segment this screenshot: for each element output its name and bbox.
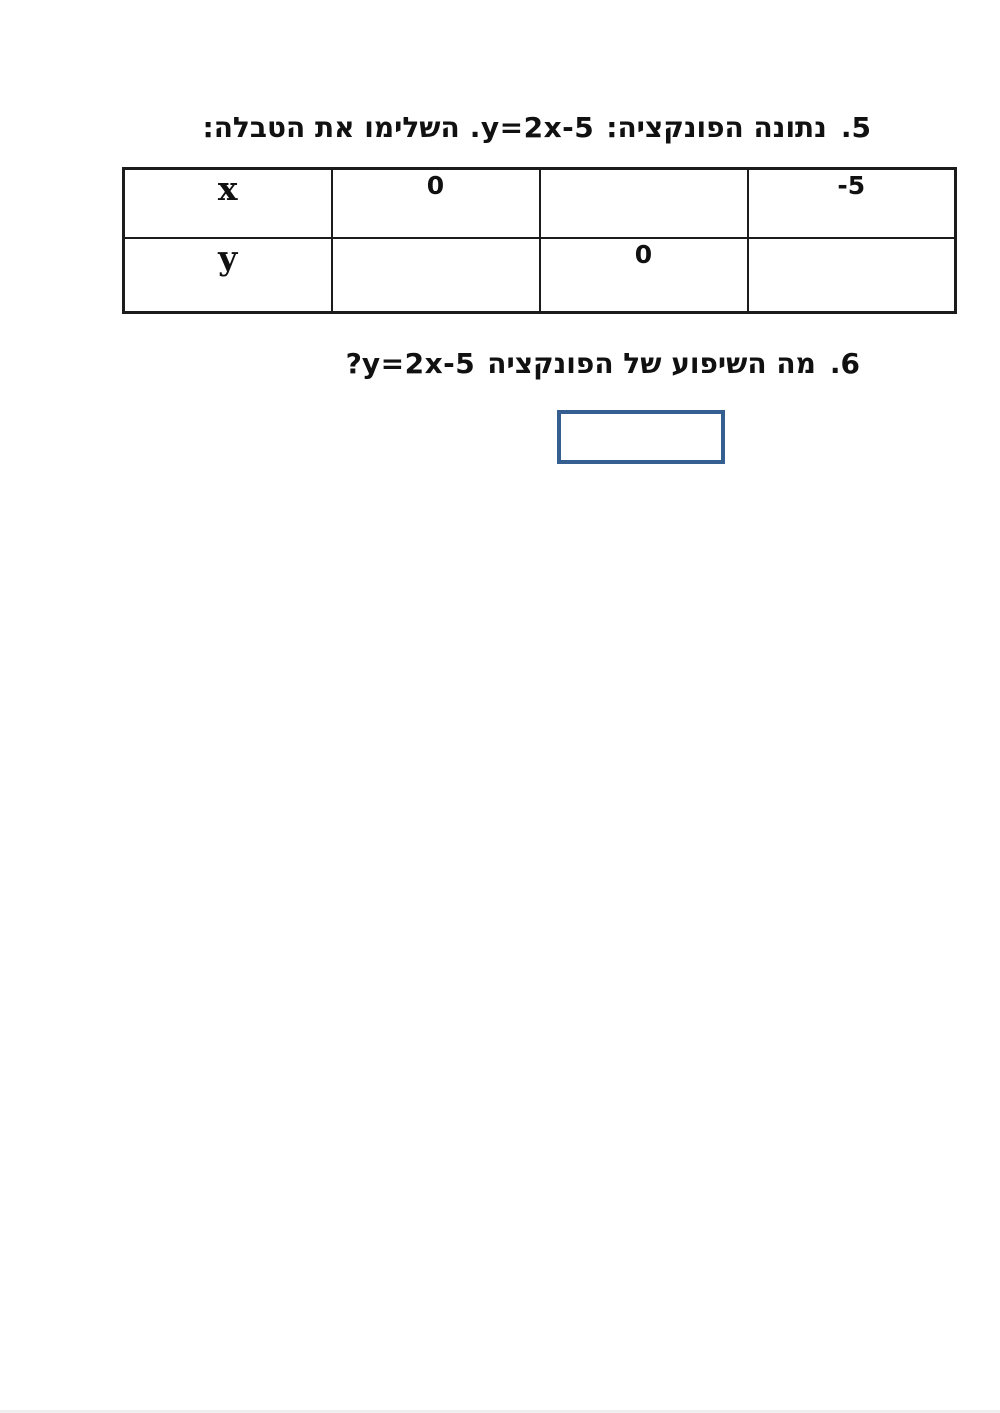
table-row-y — [124, 238, 956, 313]
function-table — [122, 167, 957, 314]
question-5-equation: y=2x-5. — [469, 111, 595, 144]
table-row-x — [124, 169, 956, 238]
question-5-text-before: נתונה הפונקציה: — [606, 111, 827, 144]
answer-box[interactable] — [557, 410, 725, 464]
table-cell-x-given-0: 0 — [332, 169, 540, 238]
question-6-text-before: מה השיפוע של הפונקציה — [487, 347, 816, 380]
table-cell-y-answer-slot-1[interactable] — [332, 238, 540, 313]
table-cell-y-answer-slot-2[interactable] — [748, 238, 956, 313]
question-5-number: 5. — [840, 111, 871, 144]
question-6-number: 6. — [829, 347, 860, 380]
question-5-text-after: השלימו את הטבלה: — [202, 111, 460, 144]
table-cell-x-given-neg5: -5 — [748, 169, 956, 238]
table-cell-y-given-0: 0 — [540, 238, 748, 313]
question-6-equation: y=2x-5 — [361, 347, 476, 380]
question-5 — [203, 111, 872, 145]
question-6-punctuation: ? — [345, 347, 362, 380]
question-6 — [346, 347, 860, 381]
table-cell-x-answer-slot[interactable] — [540, 169, 748, 238]
table-header-x: x — [124, 169, 332, 238]
table-header-y: y — [124, 238, 332, 313]
